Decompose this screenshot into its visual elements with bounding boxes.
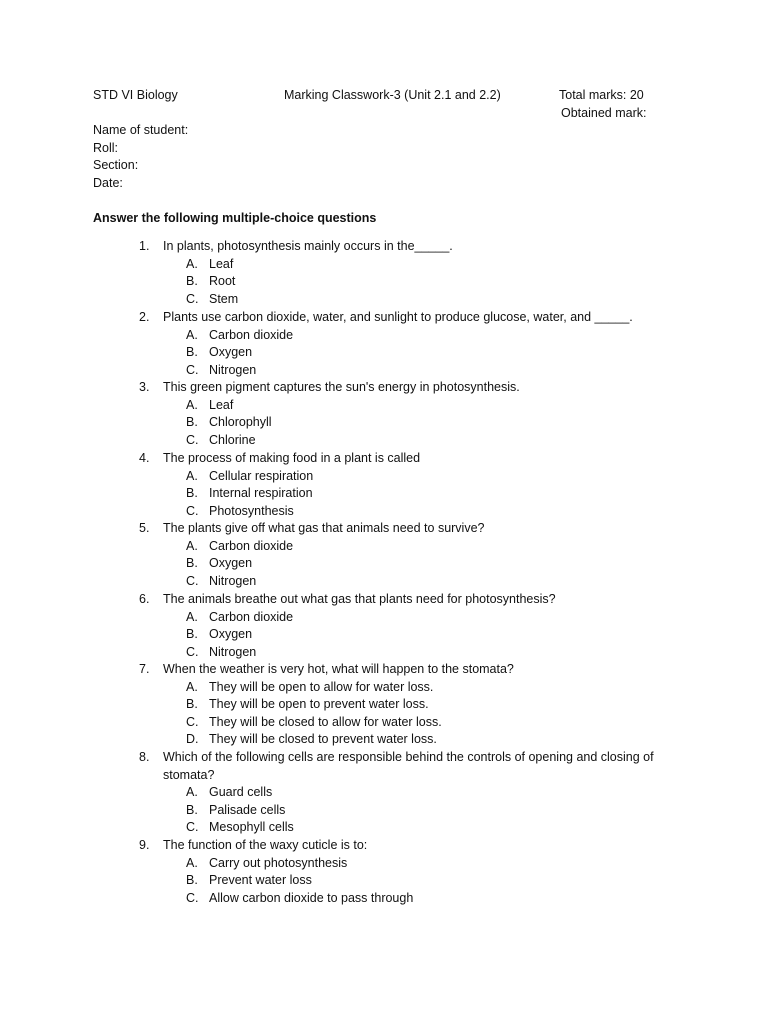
option-text: They will be open to allow for water loss. [209,679,434,694]
option-letter: A. [186,327,198,342]
option-letter: B. [186,486,198,501]
option-letter: A. [186,256,198,271]
option-letter: C. [186,291,199,306]
instructions-heading: Answer the following multiple-choice questions [93,211,377,225]
option-text: Stem [209,291,239,306]
option-letter: C. [186,362,199,377]
option-letter: C. [186,890,199,905]
option-text: Nitrogen [209,644,257,659]
option-letter: B. [186,345,198,360]
date-label: Date: [93,176,123,190]
option [186,327,679,345]
section-label: Section: [93,158,139,172]
option-letter: C. [186,644,199,659]
option [186,485,679,503]
option-text: Carbon dioxide [209,327,294,342]
option [186,432,679,450]
question-number: 6. [139,592,150,606]
option-letter: D. [186,732,199,747]
option [186,555,679,573]
option [186,503,679,521]
option [186,362,679,380]
option [186,538,679,556]
option-letter: C. [186,432,199,447]
option-text: Carbon dioxide [209,609,294,624]
option-letter: C. [186,820,199,835]
option-letter: A. [186,855,198,870]
option-text: They will be open to prevent water loss. [209,697,429,712]
student-name-label: Name of student: [93,123,189,137]
option-letter: B. [186,415,198,430]
roll-label: Roll: [93,141,119,155]
option-letter: A. [186,468,198,483]
option-letter: B. [186,556,198,571]
question-text: This green pigment captures the sun's energy in photosynthesis. [163,380,520,394]
option-text: They will be closed to prevent water loss. [209,732,437,747]
option-letter: B. [186,274,198,289]
option-letter: C. [186,573,199,588]
option-letter: A. [186,397,198,412]
option [186,714,679,732]
option-letter: C. [186,714,199,729]
option-text: Chlorophyll [209,415,272,430]
option-letter: A. [186,609,198,624]
option [186,855,679,873]
option-text: Guard cells [209,785,273,800]
question-number: 3. [139,380,150,394]
option [186,626,679,644]
total-marks: Total marks: 20 [559,88,644,102]
obtained-mark: Obtained mark: [561,106,647,120]
question-number: 2. [139,310,150,324]
option-text: Chlorine [209,432,256,447]
option-text: Cellular respiration [209,468,314,483]
option-text: Oxygen [209,627,253,642]
option [186,468,679,486]
question-7 [139,661,679,749]
question-3 [139,379,679,449]
option-text: Leaf [209,256,234,271]
question-4 [139,450,679,520]
option-text: Carbon dioxide [209,538,294,553]
option [186,644,679,662]
option-text: They will be closed to allow for water loss. [209,714,442,729]
question-2 [139,309,679,379]
option-letter: B. [186,697,198,712]
question-8 [139,749,679,837]
option-letter: C. [186,503,199,518]
option-text: Oxygen [209,345,253,360]
option-letter: B. [186,802,198,817]
option-text: Root [209,274,236,289]
option-text: Nitrogen [209,573,257,588]
option-text: Oxygen [209,556,253,571]
question-9 [139,837,679,907]
option [186,872,679,890]
question-number: 7. [139,662,150,676]
option-text: Nitrogen [209,362,257,377]
option [186,890,679,908]
question-text: When the weather is very hot, what will happen to the stomata? [163,662,514,676]
question-number: 4. [139,451,150,465]
option-letter: A. [186,538,198,553]
question-number: 1. [139,239,150,253]
question-5 [139,520,679,590]
question-text: The process of making food in a plant is called [163,451,421,465]
question-6 [139,591,679,661]
option [186,609,679,627]
option-text: Palisade cells [209,802,286,817]
question-number: 9. [139,838,150,852]
option [186,802,679,820]
option [186,731,679,749]
question-text: In plants, photosynthesis mainly occurs in the_____. [163,239,453,253]
option-letter: B. [186,873,198,888]
question-text: The function of the waxy cuticle is to: [163,838,368,852]
subject-label: STD VI Biology [93,88,178,102]
question-number: 5. [139,521,150,535]
option [186,414,679,432]
option-text: Leaf [209,397,234,412]
option [186,256,679,274]
question-text: The animals breathe out what gas that plants need for photosynthesis? [163,592,556,606]
option-text: Carry out photosynthesis [209,855,348,870]
option-text: Prevent water loss [209,873,312,888]
option-text: Internal respiration [209,486,313,501]
question-1 [139,238,679,308]
option-text: Allow carbon dioxide to pass through [209,890,414,905]
option [186,291,679,309]
option [186,573,679,591]
option [186,679,679,697]
question-text: Which of the following cells are responsible behind the controls of opening and closing of stomata? [163,750,654,782]
question-text: Plants use carbon dioxide, water, and sunlight to produce glucose, water, and _____. [163,310,633,324]
option [186,819,679,837]
option [186,784,679,802]
option-letter: A. [186,785,198,800]
option [186,273,679,291]
question-text: The plants give off what gas that animals need to survive? [163,521,485,535]
question-number: 8. [139,750,150,764]
option [186,696,679,714]
option-letter: B. [186,627,198,642]
option-text: Mesophyll cells [209,820,294,835]
option-text: Photosynthesis [209,503,294,518]
option [186,344,679,362]
worksheet-title: Marking Classwork-3 (Unit 2.1 and 2.2) [284,88,501,102]
option [186,397,679,415]
option-letter: A. [186,679,198,694]
